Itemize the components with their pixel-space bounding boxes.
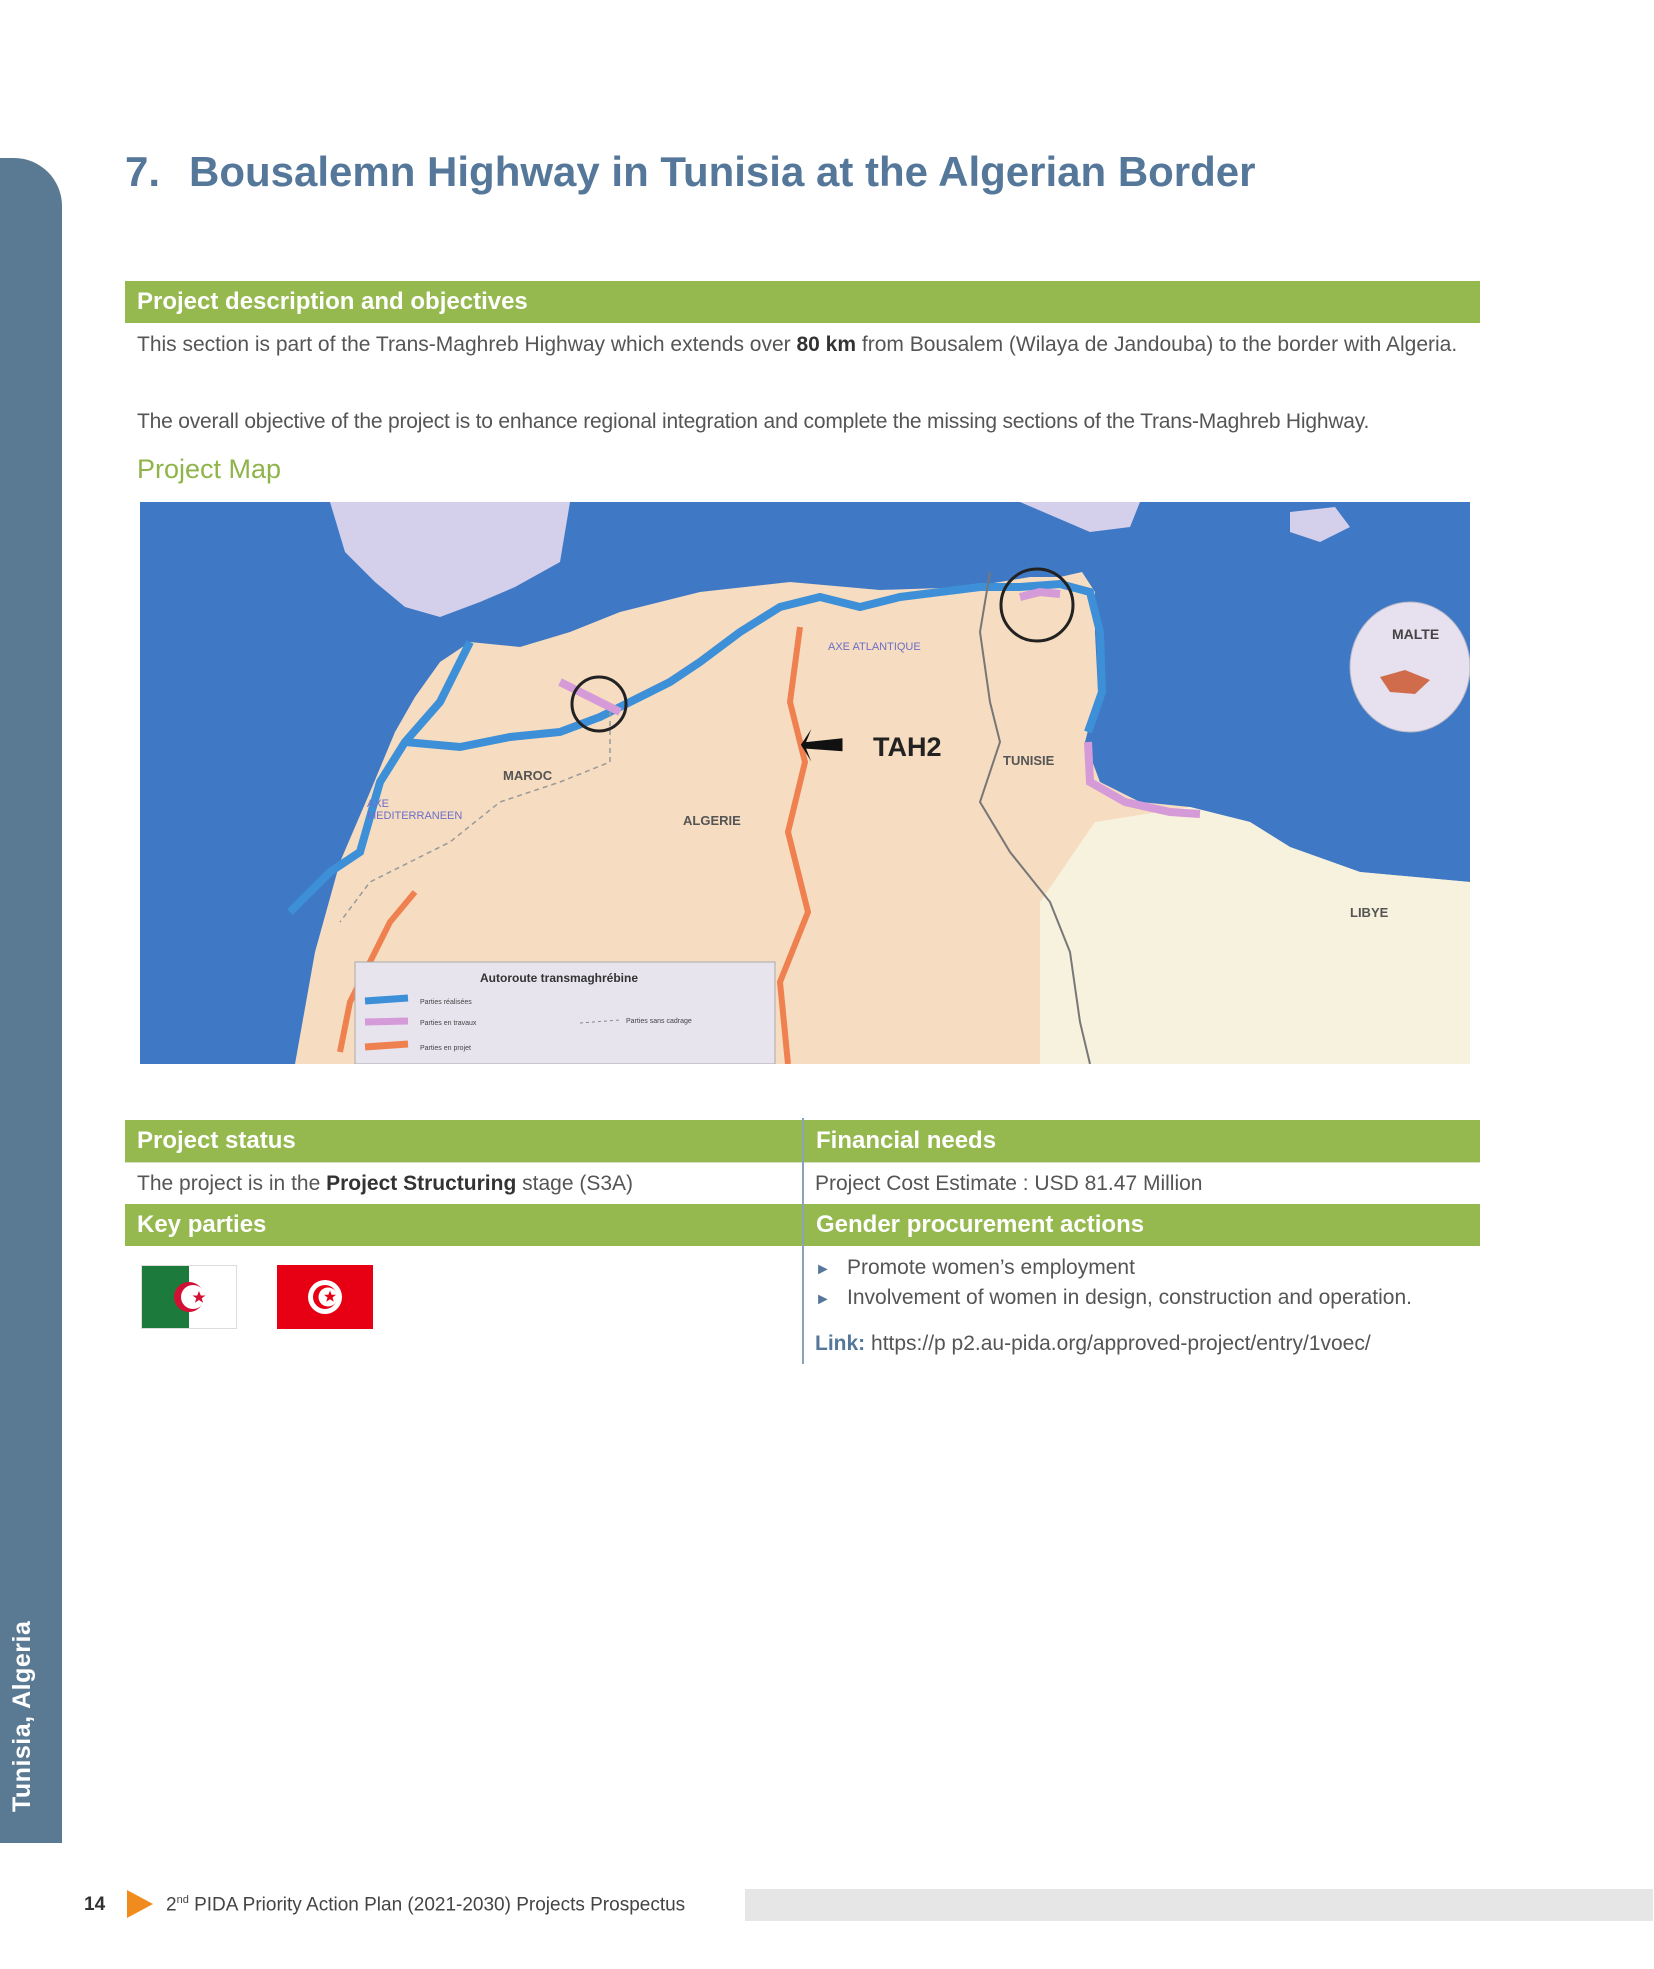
map-label-axe-1: AXE [367,798,390,810]
description-paragraph-1 [137,330,1467,360]
description-p1-end: from Bousalem (Wilaya de Jandouba) to the border with Algeria. [856,333,1458,356]
description-paragraph-2: The overall objective of the project is to enhance regional integration and complete the missing sections of the Trans-Maghreb Highway. [137,410,1370,433]
map-legend-swatch-done [365,998,408,1001]
map-heading: Project Map [137,454,282,484]
bullet-arrow-icon: ► [815,1261,831,1278]
title-number: 7. [125,148,161,195]
status-header: Project status [125,1120,802,1162]
link-url[interactable]: https://p p2.au-pida.org/approved-project/entry/1voec/ [871,1332,1371,1355]
gender-header: Gender procurement actions [804,1204,1480,1246]
gender-item-2-text: Involvement of women in design, construction and operation. [847,1286,1413,1309]
description-p1-bold: 80 km [796,333,857,356]
status-text-bold: Project Structuring [326,1172,517,1195]
gender-item-1 [815,1256,1135,1280]
footer-title [166,1894,685,1916]
map-label-axe-2: MEDITERRANEEN [367,810,463,822]
project-map [140,502,1470,1064]
map-malta-inset [1350,602,1470,732]
description-header: Project description and objectives [125,281,1480,323]
project-link[interactable] [815,1332,1371,1356]
map-legend-item-4: Parties sans cadrage [626,1018,692,1025]
map-label-libye: LIBYE [1350,905,1389,920]
status-text [137,1172,633,1196]
description-p1-start: This section is part of the Trans-Maghreb Highway which extends over [137,333,797,356]
map-label-malte: MALTE [1392,626,1440,642]
map-label-tah2: TAH2 [873,732,942,762]
status-text-end: stage (S3A) [516,1172,634,1195]
map-label-tunisie: TUNISIE [1003,753,1055,768]
algeria-flag-icon [141,1265,237,1329]
financial-header: Financial needs [804,1120,1480,1162]
status-text-start: The project is in the [137,1172,327,1195]
side-tab [0,158,62,1843]
map-label-algerie: ALGERIE [683,813,741,828]
title-text: Bousalemn Highway in Tunisia at the Algerian Border [189,148,1256,195]
link-label: Link: [815,1332,866,1355]
map-label-maroc: MAROC [503,768,553,783]
map-legend-item-1: Parties réalisées [420,999,472,1006]
page-number: 14 [84,1894,106,1915]
bullet-arrow-icon: ► [815,1291,831,1308]
map-label-axe-atlantique: AXE ATLANTIQUE [828,641,921,653]
footer-title-text: PIDA Priority Action Plan (2021-2030) Projects Prospectus [188,1894,686,1916]
tunisia-flag-icon [277,1265,373,1329]
column-divider [802,1118,804,1364]
map-legend-title: Autoroute transmaghrébine [480,971,639,985]
page-title [125,148,1256,196]
map-legend-swatch-works [365,1021,408,1022]
footer-ordinal: 2 [166,1894,177,1916]
side-label: Tunisia, Algeria [8,1620,36,1812]
key-parties-header: Key parties [125,1204,802,1246]
footer-arrow-icon [127,1890,153,1918]
financial-text: Project Cost Estimate : USD 81.47 Million [815,1172,1203,1195]
map-legend-swatch-planned [365,1044,408,1047]
map-legend-item-3: Parties en projet [420,1045,471,1052]
gender-item-1-text: Promote women’s employment [847,1256,1135,1279]
footer-ordinal-suffix: nd [176,1894,189,1906]
map-legend-item-2: Parties en travaux [420,1020,477,1027]
footer-bar [745,1889,1653,1921]
gender-item-2 [815,1286,1412,1310]
